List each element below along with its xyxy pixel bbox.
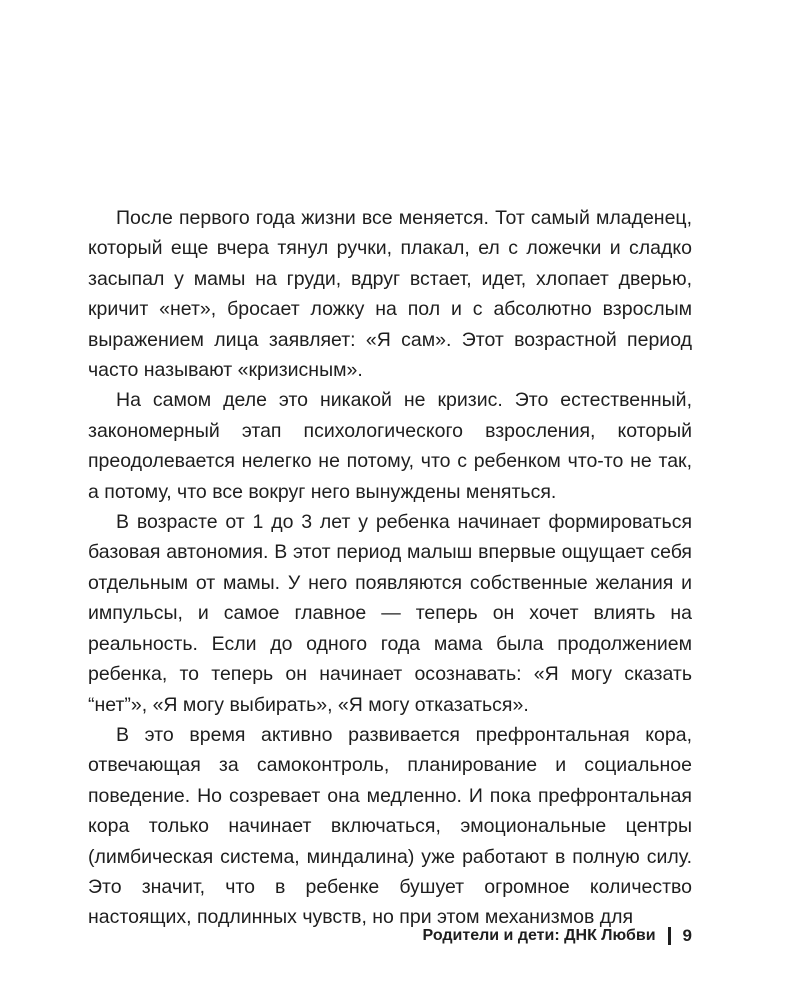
main-text	[88, 203, 692, 933]
footer-divider	[668, 927, 671, 945]
page-footer	[423, 924, 692, 948]
paragraph-4: В это время активно развивается префронтальная кора, отвечающая за самоконтроль, планирование и социальное поведение. Но созревает она медленно. И пока префронтальная кора только начинает включаться, эмоциональные центры (лимбическая система, миндалина) уже работают в полную силу. Это значит, что в ребенке бушует огромное количество настоящих, подлинных чувств, но при этом механизмов для	[88, 723, 692, 929]
paragraph-2: На самом деле это никакой не кризис. Это естественный, закономерный этап психологического взросления, который преодолевается нелегко не потому, что с ребенком что-то не так, а потому, что все вокруг него вынуждены меняться.	[88, 389, 692, 503]
running-title: Родители и дети: ДНК Любви	[422, 927, 656, 944]
paragraph-3: В возрасте от 1 до 3 лет у ребенка начинает формироваться базовая автономия. В этот период малыш впервые ощущает себя отдельным от мамы. У него появляются собственные желания и импульсы, и самое главное — теперь он хочет влиять на реальность. Если до одного года мама была продолжением ребенка, то теперь он начинает осознавать: «Я могу сказать “нет”», «Я могу выбирать», «Я могу отказаться».	[88, 511, 692, 716]
paragraph-1: После первого года жизни все меняется. Тот самый младенец, который еще вчера тянул ручки, плакал, ел с ложечки и сладко засыпал у мамы на груди, вдруг встает, идет, хлопает дверью, кричит «нет», бросает ложку на пол и с абсолютно взрослым выражением лица заявляет: «Я сам». Этот возрастной период часто называют «кризисным».	[88, 207, 692, 382]
page-number: 9	[682, 926, 692, 945]
